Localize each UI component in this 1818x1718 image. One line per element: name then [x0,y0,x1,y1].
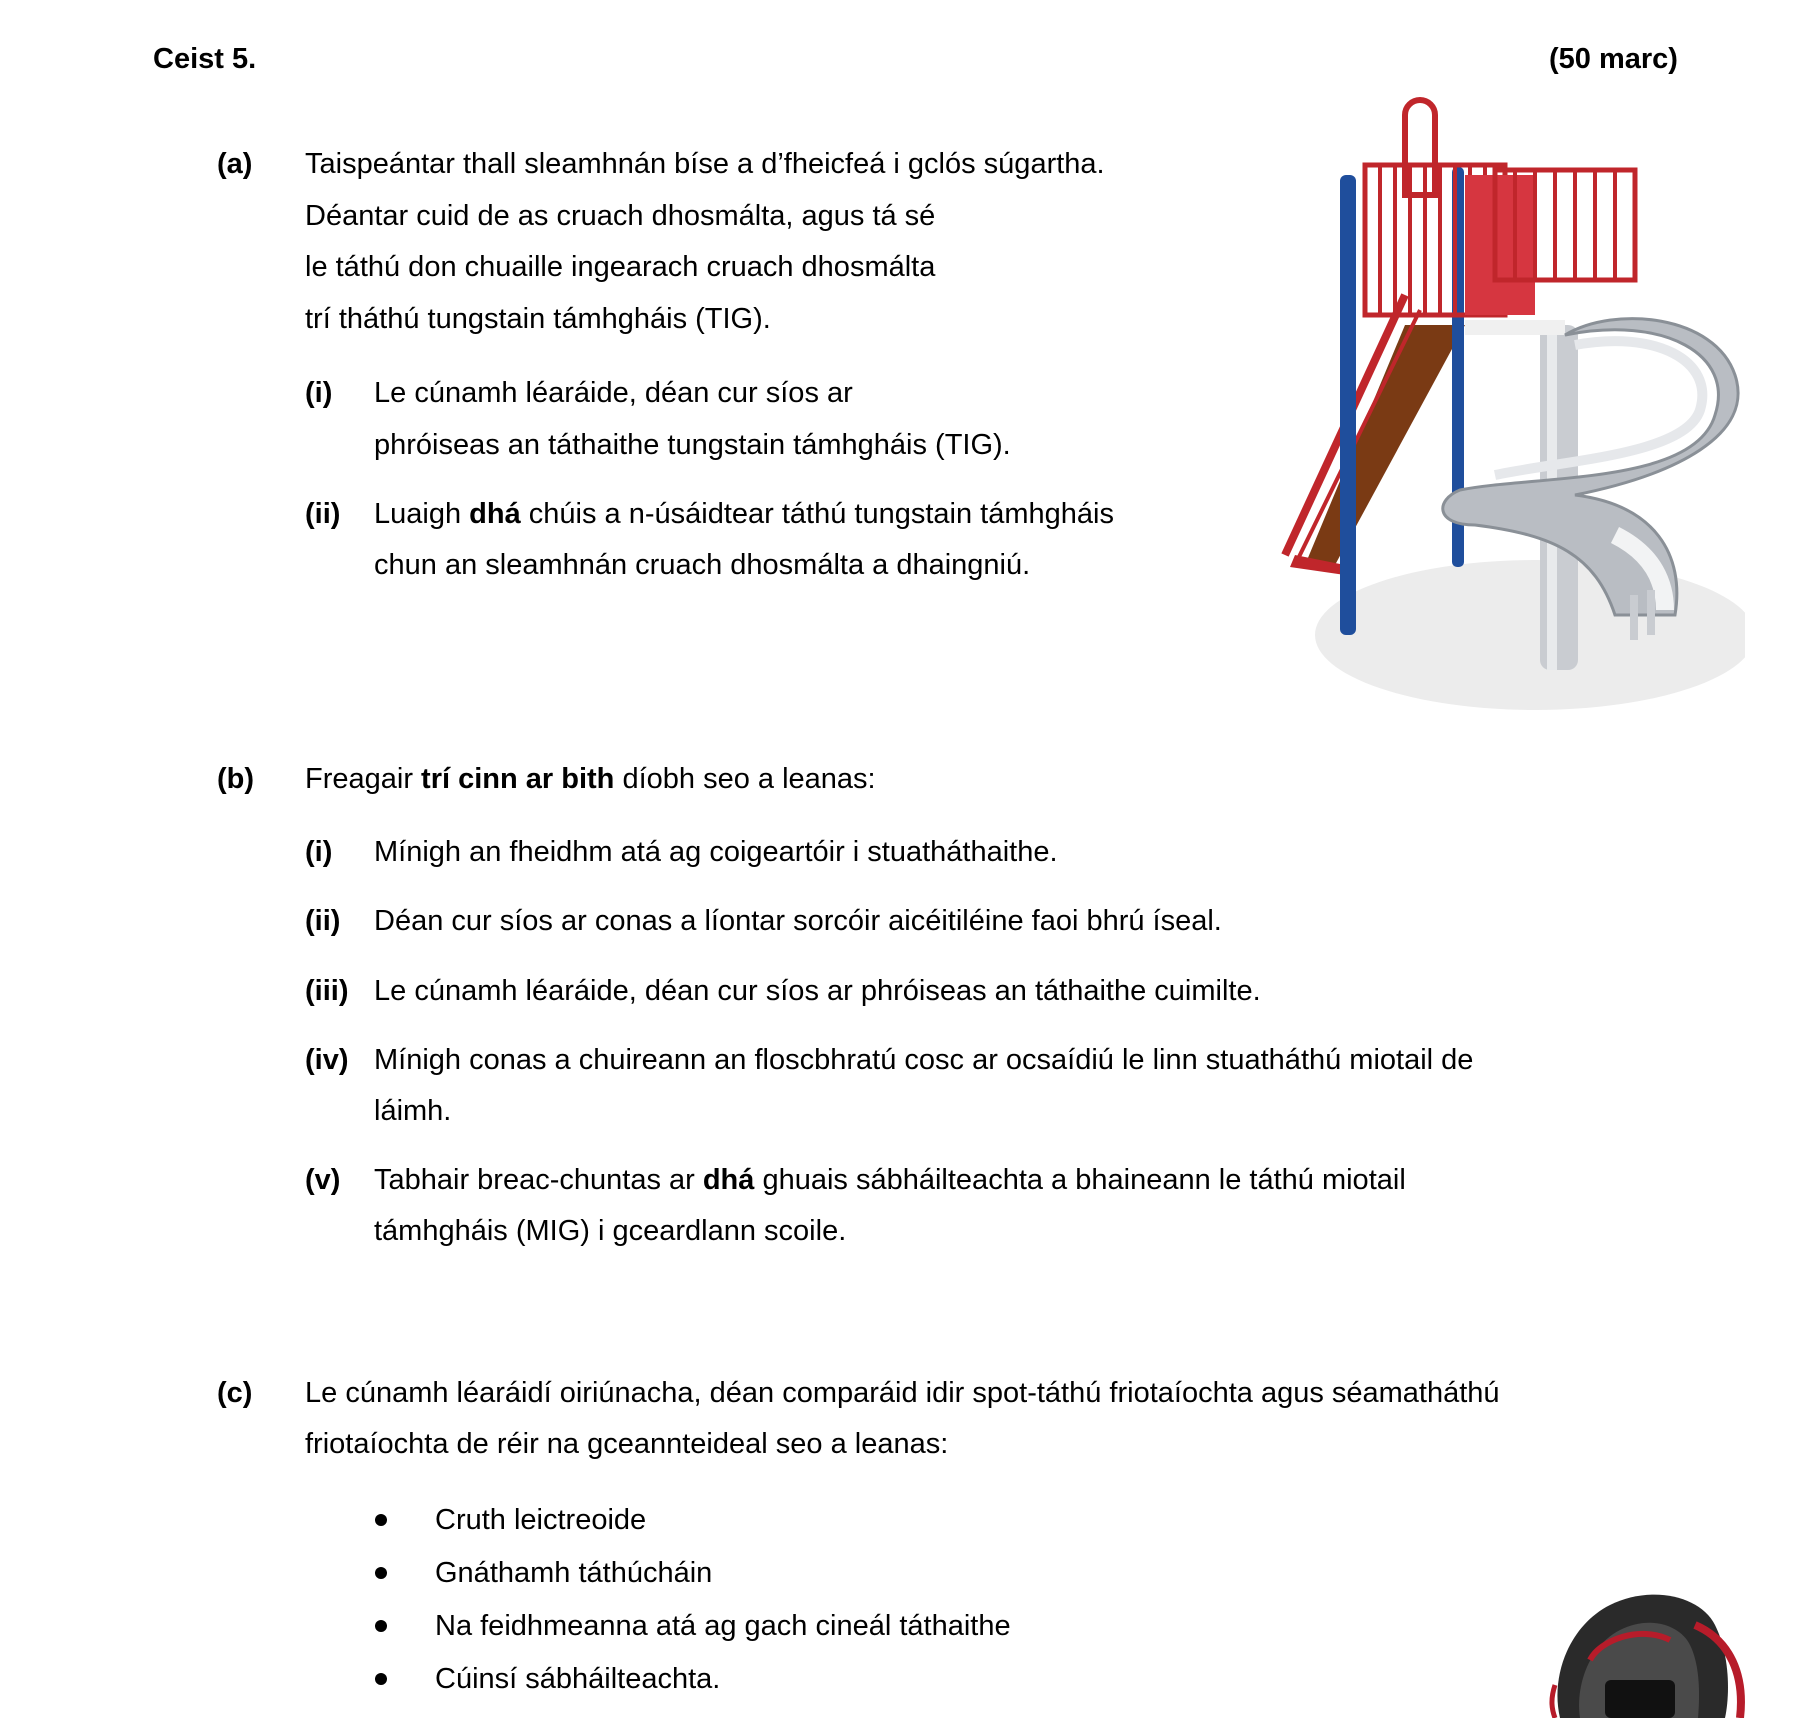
part-c-bullet-1: Cruth leictreoide [435,1504,647,1536]
marks-total: (50 marc) [1549,43,1678,75]
bullet-2 [375,1567,387,1579]
part-c-line-2: friotaíochta de réir na gceannteideal seo a leanas: [305,1428,949,1460]
part-b-i-label: (i) [305,836,333,868]
part-b-iii-text: Le cúnamh léaráide, déan cur síos ar phróiseas an táthaithe cuimilte. [374,975,1261,1007]
part-b-v-text: Tabhair breac-chuntas ar dhá ghuais sábháilteachta a bhaineann le táthú miotail [374,1164,1406,1196]
part-a-i-label: (i) [305,377,333,409]
bullet-3 [375,1620,387,1632]
part-a-line-4: trí tháthú tungstain támhgháis (TIG). [305,303,771,335]
part-a-line-3: le táthú don chuaille ingearach cruach dhosmálta [305,251,936,283]
question-number: Ceist 5. [153,43,257,75]
part-c-bullet-3: Na feidhmeanna atá ag gach cineál táthaithe [435,1610,1011,1642]
part-c-line-1: Le cúnamh léaráidí oiriúnacha, déan comparáid idir spot-táthú friotaíochta agus séamatháthú [305,1377,1500,1409]
part-b-label: (b) [217,763,255,795]
part-b-ii-text: Déan cur síos ar conas a líontar sorcóir aicéitiléine faoi bhrú íseal. [374,905,1222,937]
part-a-i-line-1: Le cúnamh léaráide, déan cur síos ar [374,377,853,409]
bullet-4 [375,1673,387,1685]
part-c-label: (c) [217,1377,253,1409]
part-a-ii-label: (ii) [305,498,341,530]
part-a-line-2: Déantar cuid de as cruach dhosmálta, agus tá sé [305,200,936,232]
part-c-bullet-4: Cúinsí sábháilteachta. [435,1663,721,1695]
part-b-v-label: (v) [305,1164,341,1196]
part-b-iii-label: (iii) [305,975,349,1007]
part-a-label: (a) [217,148,253,180]
spiral-slide-illustration [1235,95,1745,715]
part-b-ii-label: (ii) [305,905,341,937]
part-a-ii-line-2: chun an sleamhnán cruach dhosmálta a dhaingniú. [374,549,1031,581]
part-b-iv-text-2: láimh. [374,1095,452,1127]
part-b-iv-text: Mínigh conas a chuireann an floscbhratú cosc ar ocsaídiú le linn stuatháthú miotail de [374,1044,1474,1076]
part-b-v-text-2: támhgháis (MIG) i gceardlann scoile. [374,1215,847,1247]
bullet-1 [375,1514,387,1526]
part-a-i-line-2: phróiseas an táthaithe tungstain támhgháis (TIG). [374,429,1011,461]
part-b-iv-label: (iv) [305,1044,349,1076]
part-a-line-1: Taispeántar thall sleamhnán bíse a d’fheicfeá i gclós súgartha. [305,148,1105,180]
part-c-bullet-2: Gnáthamh táthúcháin [435,1557,713,1589]
part-a-ii-line-1: Luaigh dhá chúis a n-úsáidtear táthú tungstain támhgháis [374,498,1114,530]
part-b-i-text: Mínigh an fheidhm atá ag coigeartóir i stuatháthaithe. [374,836,1058,868]
welding-helmet-illustration [1530,1585,1760,1718]
part-b-intro: Freagair trí cinn ar bith díobh seo a leanas: [305,763,876,795]
